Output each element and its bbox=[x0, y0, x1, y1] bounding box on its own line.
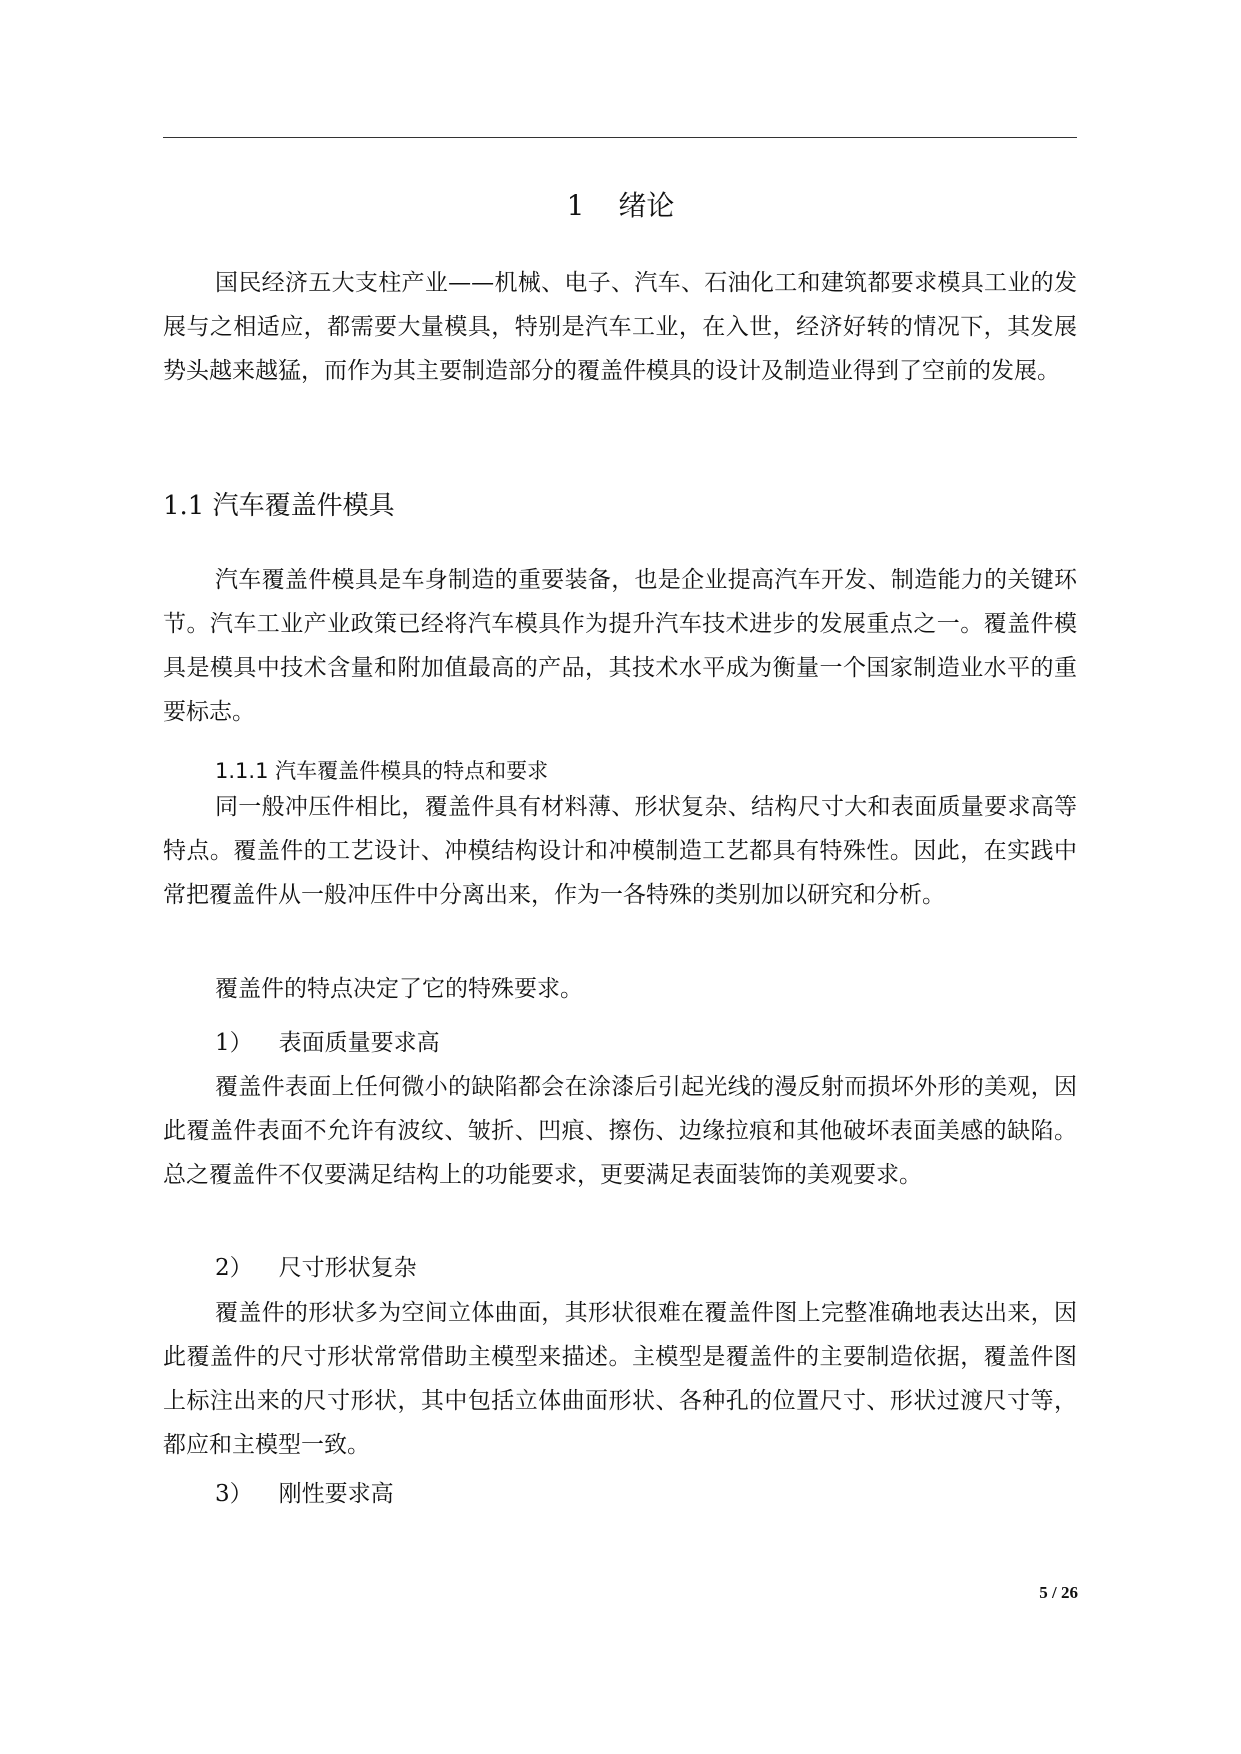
section-1-1-1-paragraph: 同一般冲压件相比，覆盖件具有材料薄、形状复杂、结构尺寸大和表面质量要求高等特点。覆盖件的工艺设计、冲模结构设计和冲模制造工艺都具有特殊性。因此，在实践中常把覆盖件从一般冲压件中分离出来，作为一各特殊的类别加以研究和分析。 bbox=[163, 794, 1077, 908]
list-item-marker: 1） bbox=[215, 1030, 253, 1056]
list-item-title: 尺寸形状复杂 bbox=[278, 1255, 417, 1281]
list-item-heading bbox=[215, 1024, 440, 1057]
list-item-heading bbox=[215, 1249, 417, 1282]
list-item-paragraph: 覆盖件表面上任何微小的缺陷都会在涂漆后引起光线的漫反射而损坏外形的美观，因此覆盖件表面不允许有波纹、皱折、凹痕、擦伤、边缘拉痕和其他破坏表面美感的缺陷。总之覆盖件不仅要满足结构上的功能要求，更要满足表面装饰的美观要求。 bbox=[163, 1074, 1077, 1188]
list-item-marker: 2） bbox=[215, 1255, 253, 1281]
section-heading-1-1-1: 1.1.1 汽车覆盖件模具的特点和要求 bbox=[215, 759, 549, 783]
chapter-number: 1 bbox=[566, 189, 585, 222]
chapter-title bbox=[0, 184, 1241, 224]
section-heading-1-1: 1.1 汽车覆盖件模具 bbox=[163, 491, 395, 521]
intro-paragraph: 国民经济五大支柱产业——机械、电子、汽车、石油化工和建筑都要求模具工业的发展与之相适应，都需要大量模具，特别是汽车工业，在入世，经济好转的情况下，其发展势头越来越猛，而作为其主要制造部分的覆盖件模具的设计及制造业得到了空前的发展。 bbox=[163, 270, 1077, 384]
header-rule bbox=[163, 137, 1077, 138]
list-item-title: 表面质量要求高 bbox=[278, 1030, 440, 1056]
list-item-heading bbox=[215, 1475, 394, 1508]
list-item-marker: 3） bbox=[215, 1481, 253, 1507]
list-item-title: 刚性要求高 bbox=[278, 1481, 394, 1507]
page-number: 5 / 26 bbox=[1039, 1583, 1078, 1602]
list-item-paragraph: 覆盖件的形状多为空间立体曲面，其形状很难在覆盖件图上完整准确地表达出来，因此覆盖件的尺寸形状常常借助主模型来描述。主模型是覆盖件的主要制造依据，覆盖件图上标注出来的尺寸形状，其中包括立体曲面形状、各种孔的位置尺寸、形状过渡尺寸等，都应和主模型一致。 bbox=[163, 1300, 1077, 1458]
chapter-title-text: 绪论 bbox=[618, 189, 675, 222]
section-1-1-paragraph: 汽车覆盖件模具是车身制造的重要装备，也是企业提高汽车开发、制造能力的关键环节。汽车工业产业政策已经将汽车模具作为提升汽车技术进步的发展重点之一。覆盖件模具是模具中技术含量和附加值最高的产品，其技术水平成为衡量一个国家制造业水平的重要标志。 bbox=[163, 567, 1077, 725]
requirements-summary: 覆盖件的特点决定了它的特殊要求。 bbox=[215, 976, 583, 1002]
